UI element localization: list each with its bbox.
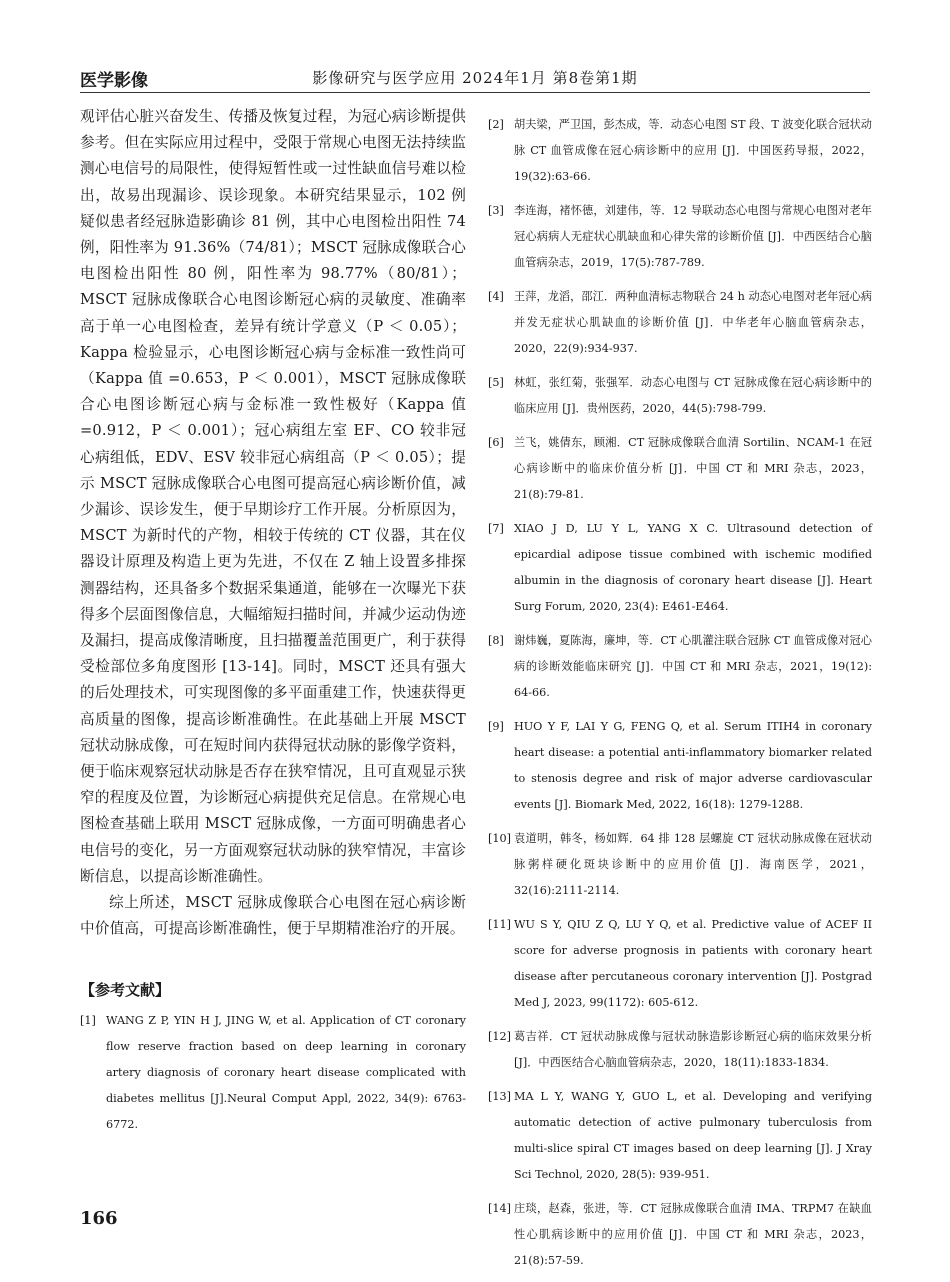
reference-item (488, 112, 872, 190)
reference-item (488, 628, 872, 706)
reference-number: [7] (488, 522, 504, 535)
running-header (80, 64, 870, 93)
reference-item (488, 198, 872, 276)
reference-number: [10] (488, 832, 511, 845)
reference-number: [13] (488, 1090, 511, 1103)
references-heading: 【参考文献】 (80, 980, 171, 999)
reference-number: [8] (488, 634, 504, 647)
left-column (80, 104, 466, 1144)
reference-item (488, 1196, 872, 1274)
journal-issue-info: 影像研究与医学应用 2024年1月 第8卷第1期 (312, 69, 638, 87)
reference-item (488, 516, 872, 620)
reference-number: [12] (488, 1030, 511, 1043)
reference-text: HUO Y F, LAI Y G, FENG Q, et al. Serum ITIH4 in coronary heart disease: a potential anti-inflammatory biomarker related to stenosis degree and risk of major adverse cardiovascular events [J]. Biomark Med, 2022, 16(18): 1279-1288. (514, 720, 872, 811)
right-column (488, 104, 872, 1282)
reference-text: WANG Z P, YIN H J, JING W, et al. Application of CT coronary flow reserve fraction based on deep learning in coronary artery diagnosis of coronary heart disease complicated with diabetes mellitus [J].Neural Comput Appl, 2022, 34(9): 6763-6772. (106, 1013, 466, 1131)
reference-text: 王萍，龙滔，邵江．两种血清标志物联合 24 h 动态心电图对老年冠心病并发无症状心肌缺血的诊断价值 [J]．中华老年心脑血管病杂志，2020，22(9):934-937. (514, 290, 872, 355)
reference-text: 李连海，褚怀德，刘建伟，等．12 导联动态心电图与常规心电图对老年冠心病病人无症状心肌缺血和心律失常的诊断价值 [J]．中西医结合心脑血管病杂志，2019，17(5):787-789. (514, 204, 872, 269)
reference-number: [11] (488, 918, 511, 931)
reference-item (488, 912, 872, 1016)
body-paragraph-1: 观评估心脏兴奋发生、传播及恢复过程，为冠心病诊断提供参考。但在实际应用过程中，受限于常规心电图无法持续监测心电信号的局限性，使得短暂性或一过性缺血信号难以检出，故易出现漏诊、误诊现象。本研究结果显示，102 例疑似患者经冠脉造影确诊 81 例，其中心电图检出阳性 74 例，阳性率为 91.36%（74/81）；MSCT 冠脉成像联合心电图检出阳性 80 例，阳性率为 98.77%（80/81）；MSCT 冠脉成像联合心电图诊断冠心病的灵敏度、准确率高于单一心电图检查，差异有统计学意义（P ＜ 0.05）；Kappa 检验显示，心电图诊断冠心病与金标准一致性尚可（Kappa 值 =0.653，P ＜ 0.001），MSCT 冠脉成像联合心电图诊断冠心病与金标准一致性极好（Kappa 值 =0.912，P ＜ 0.001）；冠心病组左室 EF、CO 较非冠心病组低，EDV、ESV 较非冠心病组高（P ＜ 0.05）；提示 MSCT 冠脉成像联合心电图可提高冠心病诊断价值，减少漏诊、误诊发生，便于早期诊疗工作开展。分析原因为，MSCT 为新时代的产物，相较于传统的 CT 仪器，其在仪器设计原理及构造上更为先进，不仅在 Z 轴上设置多排探测器结构，还具备多个数据采集通道，能够在一次曝光下获得多个层面图像信息，大幅缩短扫描时间，并减少运动伪迹及漏扫，提高成像清晰度，且扫描覆盖范围更广，利于获得受检部位多角度图形 [13-14]。同时，MSCT 还具有强大的后处理技术，可实现图像的多平面重建工作，快速获得更高质量的图像，提高诊断准确性。在此基础上开展 MSCT 冠状动脉成像，可在短时间内获得冠状动脉的影像学资料，便于临床观察冠状动脉是否存在狭窄情况，且可直观显示狭窄的程度及位置，为诊断冠心病提供充足信息。在常规心电图检查基础上联用 MSCT 冠脉成像，一方面可明确患者心电信号的变化，另一方面观察冠状动脉的狭窄情况，丰富诊断信息，以提高诊断准确性。 (80, 108, 466, 885)
reference-number: [4] (488, 290, 504, 303)
reference-text: 庄琰，赵森，张进，等．CT 冠脉成像联合血清 IMA、TRPM7 在缺血性心肌病诊断中的应用价值 [J]．中国 CT 和 MRI 杂志，2023，21(8):57-59. (514, 1202, 872, 1267)
reference-item (80, 1008, 466, 1138)
reference-text: WU S Y, QIU Z Q, LU Y Q, et al. Predictive value of ACEF II score for adverse prognosis in patients with coronary heart disease after percutaneous coronary intervention [J]. Postgrad Med J, 2023, 99(1172): 605-612. (514, 918, 872, 1009)
reference-text: 胡夫梁，严卫国，彭杰成，等．动态心电图 ST 段、T 波变化联合冠状动脉 CT 血管成像在冠心病诊断中的应用 [J]．中国医药导报，2022，19(32):63-66. (514, 118, 872, 183)
reference-text: 谢炜巍，夏陈海，廉坤，等．CT 心肌灌注联合冠脉 CT 血管成像对冠心病的诊断效能临床研究 [J]．中国 CT 和 MRI 杂志，2021，19(12): 64-66. (514, 634, 872, 699)
reference-number: [14] (488, 1202, 511, 1215)
journal-section-title: 医学影像 (80, 71, 148, 91)
reference-item (488, 430, 872, 508)
reference-number: [2] (488, 118, 504, 131)
reference-number: [1] (80, 1013, 96, 1027)
reference-number: [6] (488, 436, 504, 449)
reference-item (488, 284, 872, 362)
reference-item (488, 1024, 872, 1076)
page-number: 166 (80, 1208, 118, 1229)
reference-item (488, 826, 872, 904)
reference-list-left (80, 1008, 466, 1138)
reference-text: 兰飞，姚倩东，顾湘．CT 冠脉成像联合血清 Sortilin、NCAM-1 在冠心病诊断中的临床价值分析 [J]．中国 CT 和 MRI 杂志，2023，21(8):79-81. (514, 436, 872, 501)
reference-text: 葛吉祥．CT 冠状动脉成像与冠状动脉造影诊断冠心病的临床效果分析 [J]．中西医结合心脑血管病杂志，2020，18(11):1833-1834. (514, 1030, 872, 1069)
reference-item (488, 370, 872, 422)
reference-number: [9] (488, 720, 504, 733)
reference-item (488, 1084, 872, 1188)
reference-text: 袁道明，韩冬，杨如辉．64 排 128 层螺旋 CT 冠状动脉成像在冠状动脉粥样硬化斑块诊断中的应用价值 [J]．海南医学，2021，32(16):2111-2114. (514, 832, 872, 897)
reference-number: [5] (488, 376, 504, 389)
reference-text: XIAO J D, LU Y L, YANG X C. Ultrasound detection of epicardial adipose tissue combined with ischemic modified albumin in the diagnosis of coronary heart disease [J]. Heart Surg Forum, 2020, 23(4): E461-E464. (514, 522, 872, 613)
body-paragraph-2: 综上所述，MSCT 冠脉成像联合心电图在冠心病诊断中价值高，可提高诊断准确性，便于早期精准治疗的开展。 (80, 894, 466, 938)
reference-list-right (488, 112, 872, 1274)
reference-text: MA L Y, WANG Y, GUO L, et al. Developing and verifying automatic detection of active pulmonary tuberculosis from multi-slice spiral CT images based on deep learning [J]. J Xray Sci Technol, 2020, 28(5): 939-951. (514, 1090, 872, 1181)
reference-number: [3] (488, 204, 504, 217)
reference-text: 林虹，张红菊，张强军．动态心电图与 CT 冠脉成像在冠心病诊断中的临床应用 [J]．贵州医药，2020，44(5):798-799. (514, 376, 872, 415)
reference-item (488, 714, 872, 818)
